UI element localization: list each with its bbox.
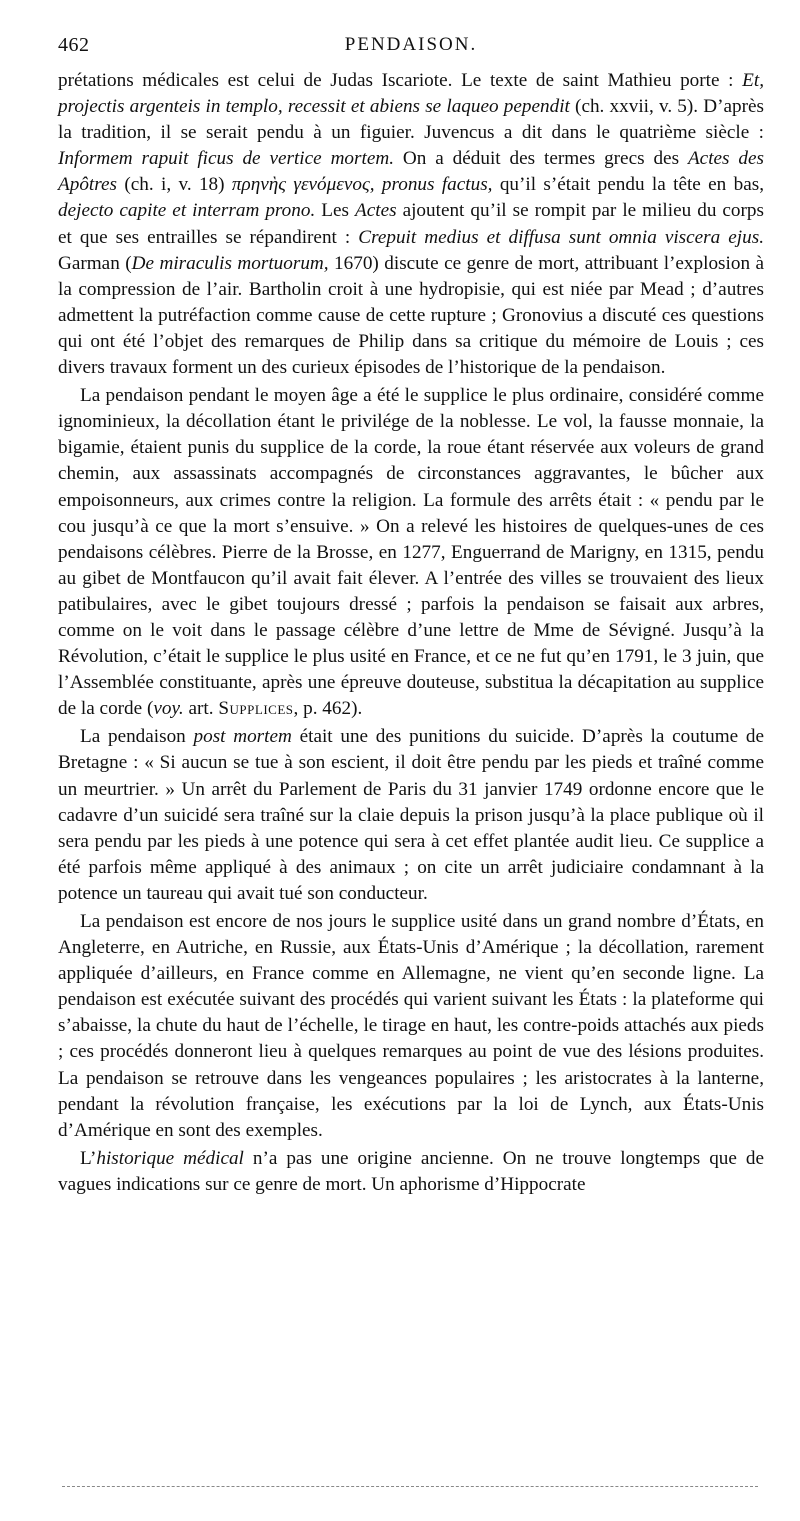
- paragraph-historique-medical: [58, 1146, 764, 1198]
- italic-run: De miraculis mortuorum,: [131, 252, 329, 274]
- text-run: La pendaison est encore de nos jours le supplice usité dans un grand nombre d’États, en Angleterre, en Autriche, en Russie, aux États-Unis d’Amérique ; la décollation, rarement appliquée d’ailleurs, en France comme en Allemagne, ne vient qu’en seconde ligne. La pendaison est exécutée suivant des procédés qui varient suivant les États : la plateforme qui s’abaisse, la chute du haut de l’échelle, le tirage en haut, les contre-poids attachés aux pieds ; ces procédés donneront lieu à quelques remarques au point de vue des lésions produites. La pendaison se retrouve dans les vengeances populaires ; les aristocrates à la lanterne, pendant la révolution française, les exécutions par la loi de Lynch, aux États-Unis d’Amérique en sont des exemples.: [58, 911, 764, 1141]
- running-title: PENDAISON.: [344, 34, 478, 55]
- text-run: La pendaison pendant le moyen âge a été le supplice le plus ordinaire, considéré comme ignominieux, la décollation étant le privilége de la noblesse. Le vol, la fausse monnaie, la bigamie, étaient punis du supplice de la corde, la roue étant réservée aux voleurs de grand chemin, aux assassinats accompagnés de circonstances aggravantes, le bûcher aux empoisonneurs, aux crimes contre la religion. La formule des arrêts était : « pendu par le cou jusqu’à ce que la mort s’ensuive. » On a relevé les histoires de quelques-unes de ces pendaisons célèbres. Pierre de la Brosse, en 1277, Enguerrand de Marigny, en 1315, pendu au gibet de Montfaucon qu’il avait fait élever. A l’entrée des villes se trouvaient des lieux patibulaires, avec le gibet toujours dressé ; parfois la pendaison se faisait aux arbres, comme on le voit dans le passage célèbre d’une lettre de Mme de Sévigné. Jusqu’à la Révolution, c’était le supplice le plus usité en France, et ce ne fut qu’en 1791, le 3 juin, que l’Assemblée constituante, après une épreuve douteuse, substitua la décapitation au supplice de la corde (: [58, 385, 764, 720]
- small-caps-run: Supplices: [218, 698, 294, 720]
- italic-run: Actes des Apôtres: [58, 148, 764, 196]
- text-run: On a déduit des termes grecs des: [394, 148, 688, 170]
- paragraph-moyen-age: [58, 383, 764, 722]
- italic-run: Et, projectis argenteis in templo, recessit et abiens se laqueo pependit: [58, 70, 764, 118]
- text-run: n’a pas une origine ancienne. On ne trouve longtemps que de vagues indications sur ce genre de mort. Un aphorisme d’Hippocrate: [58, 1147, 764, 1195]
- paragraph-etats: [58, 909, 764, 1144]
- text-run: L’: [80, 1147, 97, 1169]
- footer-dashed-rule: [62, 1486, 758, 1487]
- paragraph-post-mortem: [58, 724, 764, 907]
- text-run: Garman (: [58, 252, 132, 274]
- body-text: [58, 68, 764, 1198]
- paragraph-judas: [58, 68, 764, 381]
- text-run: La pendaison: [80, 726, 194, 748]
- text-run: Les: [315, 200, 355, 222]
- text-run: qu’il s’était pendu la tête en bas,: [492, 174, 764, 196]
- text-run: était une des punitions du suicide. D’après la coutume de Bretagne : « Si aucun se tue à son escient, il doit être pendu par les pieds et traîné comme un meurtrier. » Un arrêt du Parlement de Paris du 31 janvier 1749 ordonne encore que le cadavre d’un suicidé sera traîné sur la claie depuis la prison jusqu’à la place publique où il sera pendu par les pieds à une potence qui sera à cet effet plantée audit lieu. Ce supplice a été parfois même appliqué à des animaux ; on cite un arrêt judiciaire condamnant à la potence un taureau qui avait tué son conducteur.: [58, 726, 765, 904]
- italic-run: πρηνὴς γενόμενος, pronus factus,: [231, 174, 493, 196]
- italic-run: Informem rapuit ficus de vertice mortem.: [58, 148, 394, 170]
- text-run: ajoutent qu’il se rompit par le milieu du corps et que ses entrailles se répandirent :: [58, 200, 764, 248]
- text-run: (ch. xxvii, v. 5). D’après la tradition, il se serait pendu à un figuier. Juvencus a dit dans le quatrième siècle :: [58, 96, 764, 144]
- italic-run: voy.: [153, 698, 184, 720]
- italic-run: post mortem: [193, 726, 292, 748]
- italic-run: Crepuit medius et diffusa sunt omnia viscera ejus.: [358, 226, 764, 248]
- text-run: prétations médicales est celui de Judas Iscariote. Le texte de saint Mathieu porte :: [58, 70, 743, 91]
- text-run: 1670) discute ce genre de mort, attribuant l’explosion à la compression de l’air. Bartholin croit à une hydropisie, qui est niée par Mead ; d’autres admettent la putréfaction comme cause de cette rupture ; Gronovius a discuté ces questions qui ont été l’objet des remarques de Philip dans sa critique du mémoire de Louis ; ces divers travaux forment un des curieux épisodes de l’historique de la pendaison.: [58, 252, 765, 379]
- italic-run: Actes: [355, 200, 397, 222]
- page-number: 462: [58, 34, 90, 56]
- italic-run: historique médical: [96, 1147, 244, 1169]
- text-run: (ch. i, v. 18): [116, 174, 232, 196]
- italic-run: dejecto capite et interram prono.: [58, 200, 316, 222]
- text-run: , p. 462).: [293, 698, 363, 720]
- running-head: [58, 34, 764, 64]
- text-run: art.: [183, 698, 219, 720]
